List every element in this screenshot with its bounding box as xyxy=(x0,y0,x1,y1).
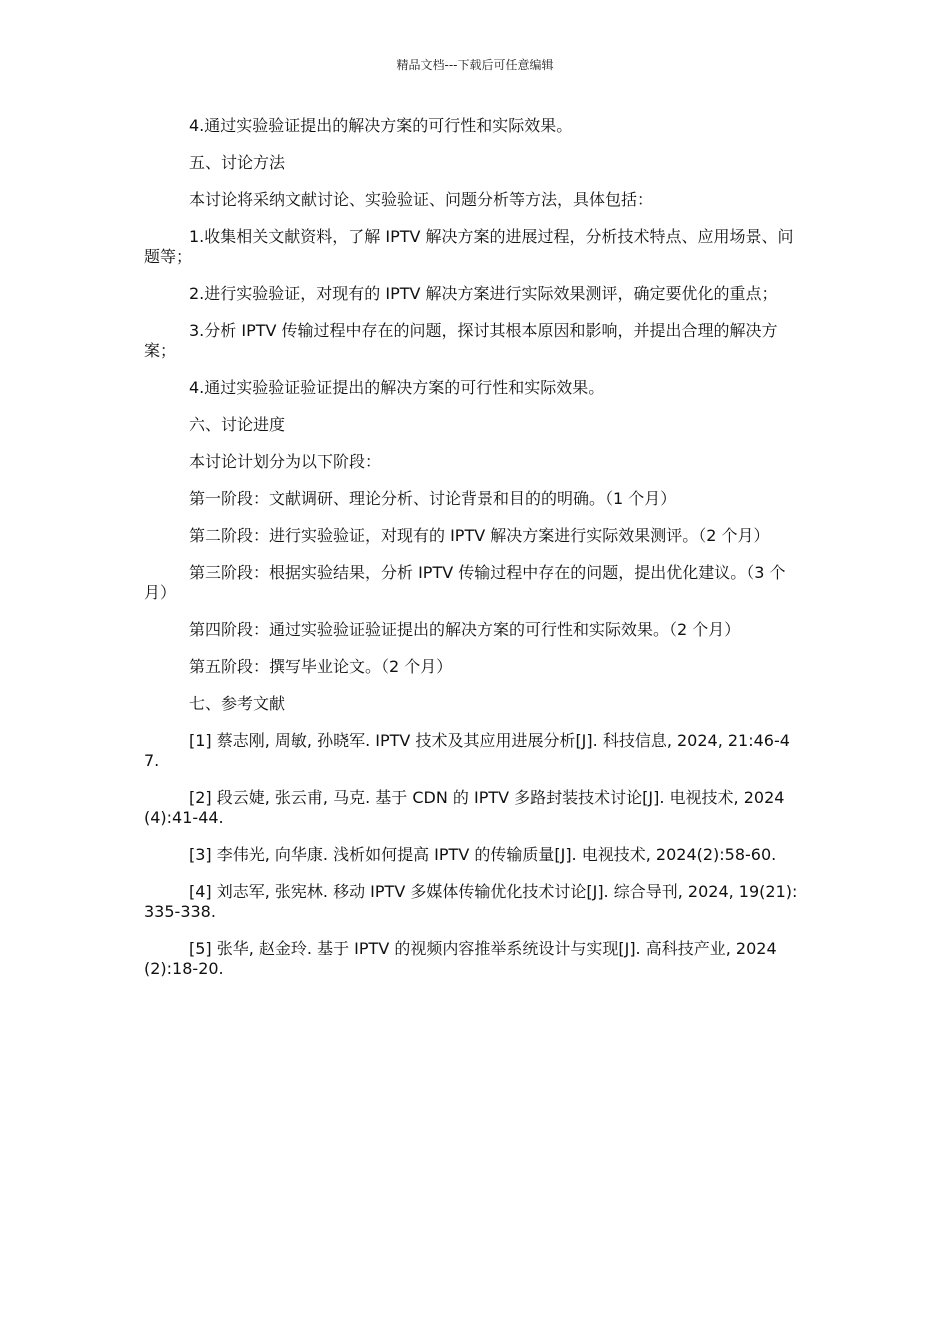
schedule-stage-1: 第一阶段：文献调研、理论分析、讨论背景和目的的明确。（1 个月） xyxy=(189,489,677,508)
section-heading-methods: 五、讨论方法 xyxy=(189,153,286,172)
method-item-4: 4.通过实验验证验证提出的解决方案的可行性和实际效果。 xyxy=(189,378,605,397)
reference-1: [1] 蔡志刚, 周敏, 孙晓军. IPTV 技术及其应用进展分析[J]. 科技信息, 2024, 21:46-47. xyxy=(144,731,790,770)
document-body xyxy=(144,116,804,996)
objective-item-4: 4.通过实验验证提出的解决方案的可行性和实际效果。 xyxy=(189,116,573,135)
reference-3: [3] 李伟光, 向华康. 浅析如何提高 IPTV 的传输质量[J]. 电视技术, 2024(2):58-60. xyxy=(189,845,777,864)
section-heading-schedule: 六、讨论进度 xyxy=(189,415,286,434)
reference-4: [4] 刘志军, 张宪林. 移动 IPTV 多媒体传输优化技术讨论[J]. 综合导刊, 2024, 19(21):335-338. xyxy=(144,882,798,921)
method-item-3: 3.分析 IPTV 传输过程中存在的问题，探讨其根本原因和影响，并提出合理的解决方案； xyxy=(144,321,778,360)
schedule-stage-2: 第二阶段：进行实验验证，对现有的 IPTV 解决方案进行实际效果测评。（2 个月） xyxy=(189,526,770,545)
schedule-stage-4: 第四阶段：通过实验验证验证提出的解决方案的可行性和实际效果。（2 个月） xyxy=(189,620,741,639)
method-item-2: 2.进行实验验证，对现有的 IPTV 解决方案进行实际效果测评，确定要优化的重点； xyxy=(189,284,778,303)
section-heading-references: 七、参考文献 xyxy=(189,694,286,713)
method-item-1: 1.收集相关文献资料，了解 IPTV 解决方案的进展过程，分析技术特点、应用场景、问题等； xyxy=(144,227,794,266)
reference-5: [5] 张华, 赵金玲. 基于 IPTV 的视频内容推举系统设计与实现[J]. 高科技产业, 2024(2):18-20. xyxy=(144,939,777,978)
page-header: 精品文档---下载后可任意编辑 xyxy=(396,58,554,72)
schedule-stage-3: 第三阶段：根据实验结果，分析 IPTV 传输过程中存在的问题，提出优化建议。（3 个月） xyxy=(144,563,786,602)
schedule-stage-5: 第五阶段：撰写毕业论文。（2 个月） xyxy=(189,657,453,676)
schedule-intro: 本讨论计划分为以下阶段： xyxy=(189,452,382,471)
reference-2: [2] 段云婕, 张云甫, 马克. 基于 CDN 的 IPTV 多路封装技术讨论[J]. 电视技术, 2024(4):41-44. xyxy=(144,788,785,827)
methods-intro: 本讨论将采纳文献讨论、实验验证、问题分析等方法，具体包括： xyxy=(189,190,654,209)
